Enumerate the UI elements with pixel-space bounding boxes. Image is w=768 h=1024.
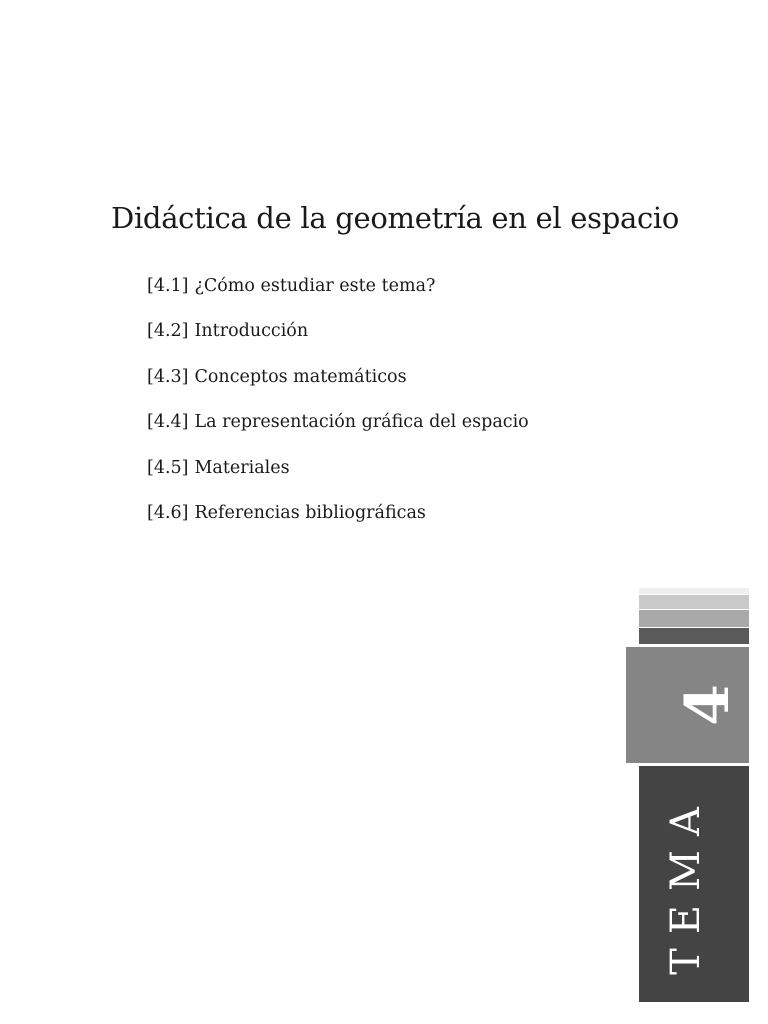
table-of-contents (147, 273, 529, 545)
toc-item (147, 500, 529, 545)
toc-item-number: [4.3] (147, 366, 189, 387)
toc-item-label: La representación gráfica del espacio (194, 412, 529, 433)
chapter-label-box (639, 766, 749, 1002)
toc-item-label: Introducción (194, 321, 309, 342)
toc-item (147, 364, 529, 409)
chapter-number: 4 (673, 684, 743, 726)
toc-item-label: Conceptos matemáticos (194, 366, 407, 387)
toc-item (147, 318, 529, 363)
toc-item (147, 409, 529, 454)
toc-item-number: [4.1] (147, 276, 189, 296)
toc-item-number: [4.5] (147, 457, 189, 478)
toc-item-label: Materiales (194, 457, 290, 478)
toc-item-number: [4.6] (147, 502, 189, 523)
toc-item-number: [4.4] (147, 412, 189, 433)
tab-stripe (639, 595, 749, 609)
chapter-side-tab (626, 588, 750, 1004)
toc-item-label: ¿Cómo estudiar este tema? (194, 276, 436, 296)
toc-item (147, 273, 529, 318)
tab-stripe (639, 628, 749, 644)
toc-item (147, 455, 529, 500)
chapter-number-box (626, 646, 749, 763)
chapter-label: TEMA (663, 793, 709, 975)
tab-stripe (639, 588, 749, 594)
chapter-title: Didáctica de la geometría en el espacio (111, 201, 680, 235)
toc-item-label: Referencias bibliográficas (194, 502, 426, 523)
toc-item-number: [4.2] (147, 321, 189, 342)
tab-stripe (639, 610, 749, 627)
